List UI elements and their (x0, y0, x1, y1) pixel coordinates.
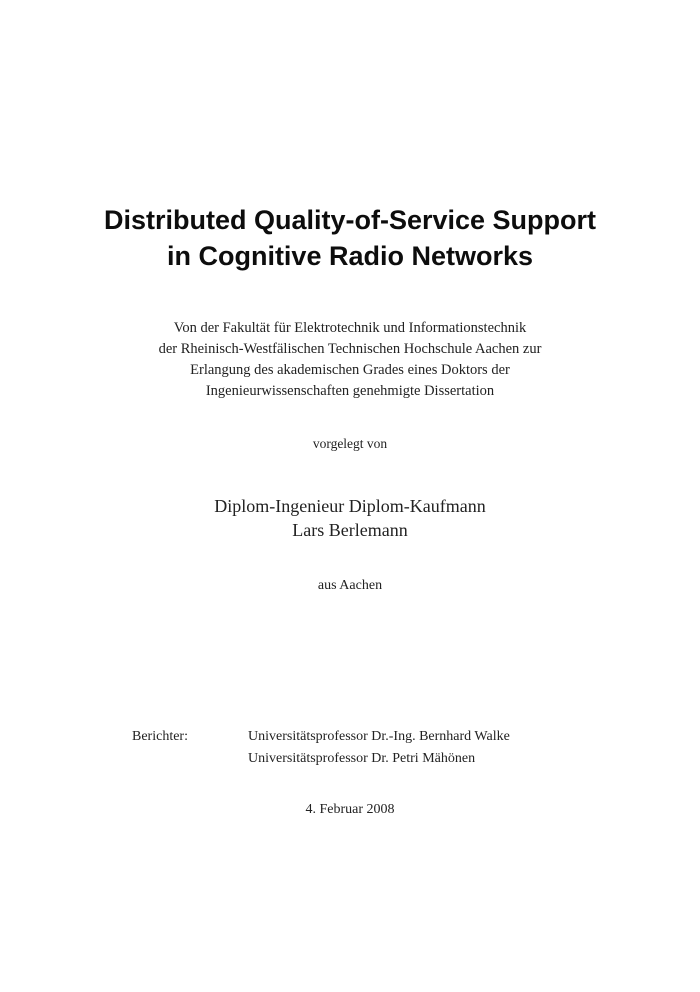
dissertation-statement-line-4: Ingenieurwissenschaften genehmigte Dissertation (205, 383, 495, 399)
referee-first: Universitätsprofessor Dr.-Ing. Bernhard Walke (248, 729, 510, 744)
thesis-title (0, 202, 700, 274)
submitted-by-label: vorgelegt von (312, 436, 388, 451)
dissertation-statement-line-1: Von der Fakultät für Elektrotechnik und Informationstechnik (173, 320, 527, 336)
dissertation-statement-line-3: Erlangung des akademischen Grades eines Doktors der (190, 362, 510, 378)
author-origin: aus Aachen (317, 578, 383, 593)
defense-date: 4. Februar 2008 (305, 802, 395, 817)
author-degrees: Diplom-Ingenieur Diplom-Kaufmann (214, 496, 486, 516)
thesis-title-line-2: in Cognitive Radio Networks (166, 241, 534, 271)
thesis-title-line-1: Distributed Quality-of-Service Support (103, 205, 597, 235)
referees-label: Berichter: (132, 729, 188, 744)
author-name: Lars Berlemann (292, 520, 408, 540)
author-block (0, 494, 700, 542)
dissertation-statement-line-2: der Rheinisch-Westfälischen Technischen Hochschule Aachen zur (158, 341, 542, 357)
dissertation-statement (0, 318, 700, 402)
referees-list (248, 726, 510, 770)
referee-second: Universitätsprofessor Dr. Petri Mähönen (248, 751, 476, 766)
